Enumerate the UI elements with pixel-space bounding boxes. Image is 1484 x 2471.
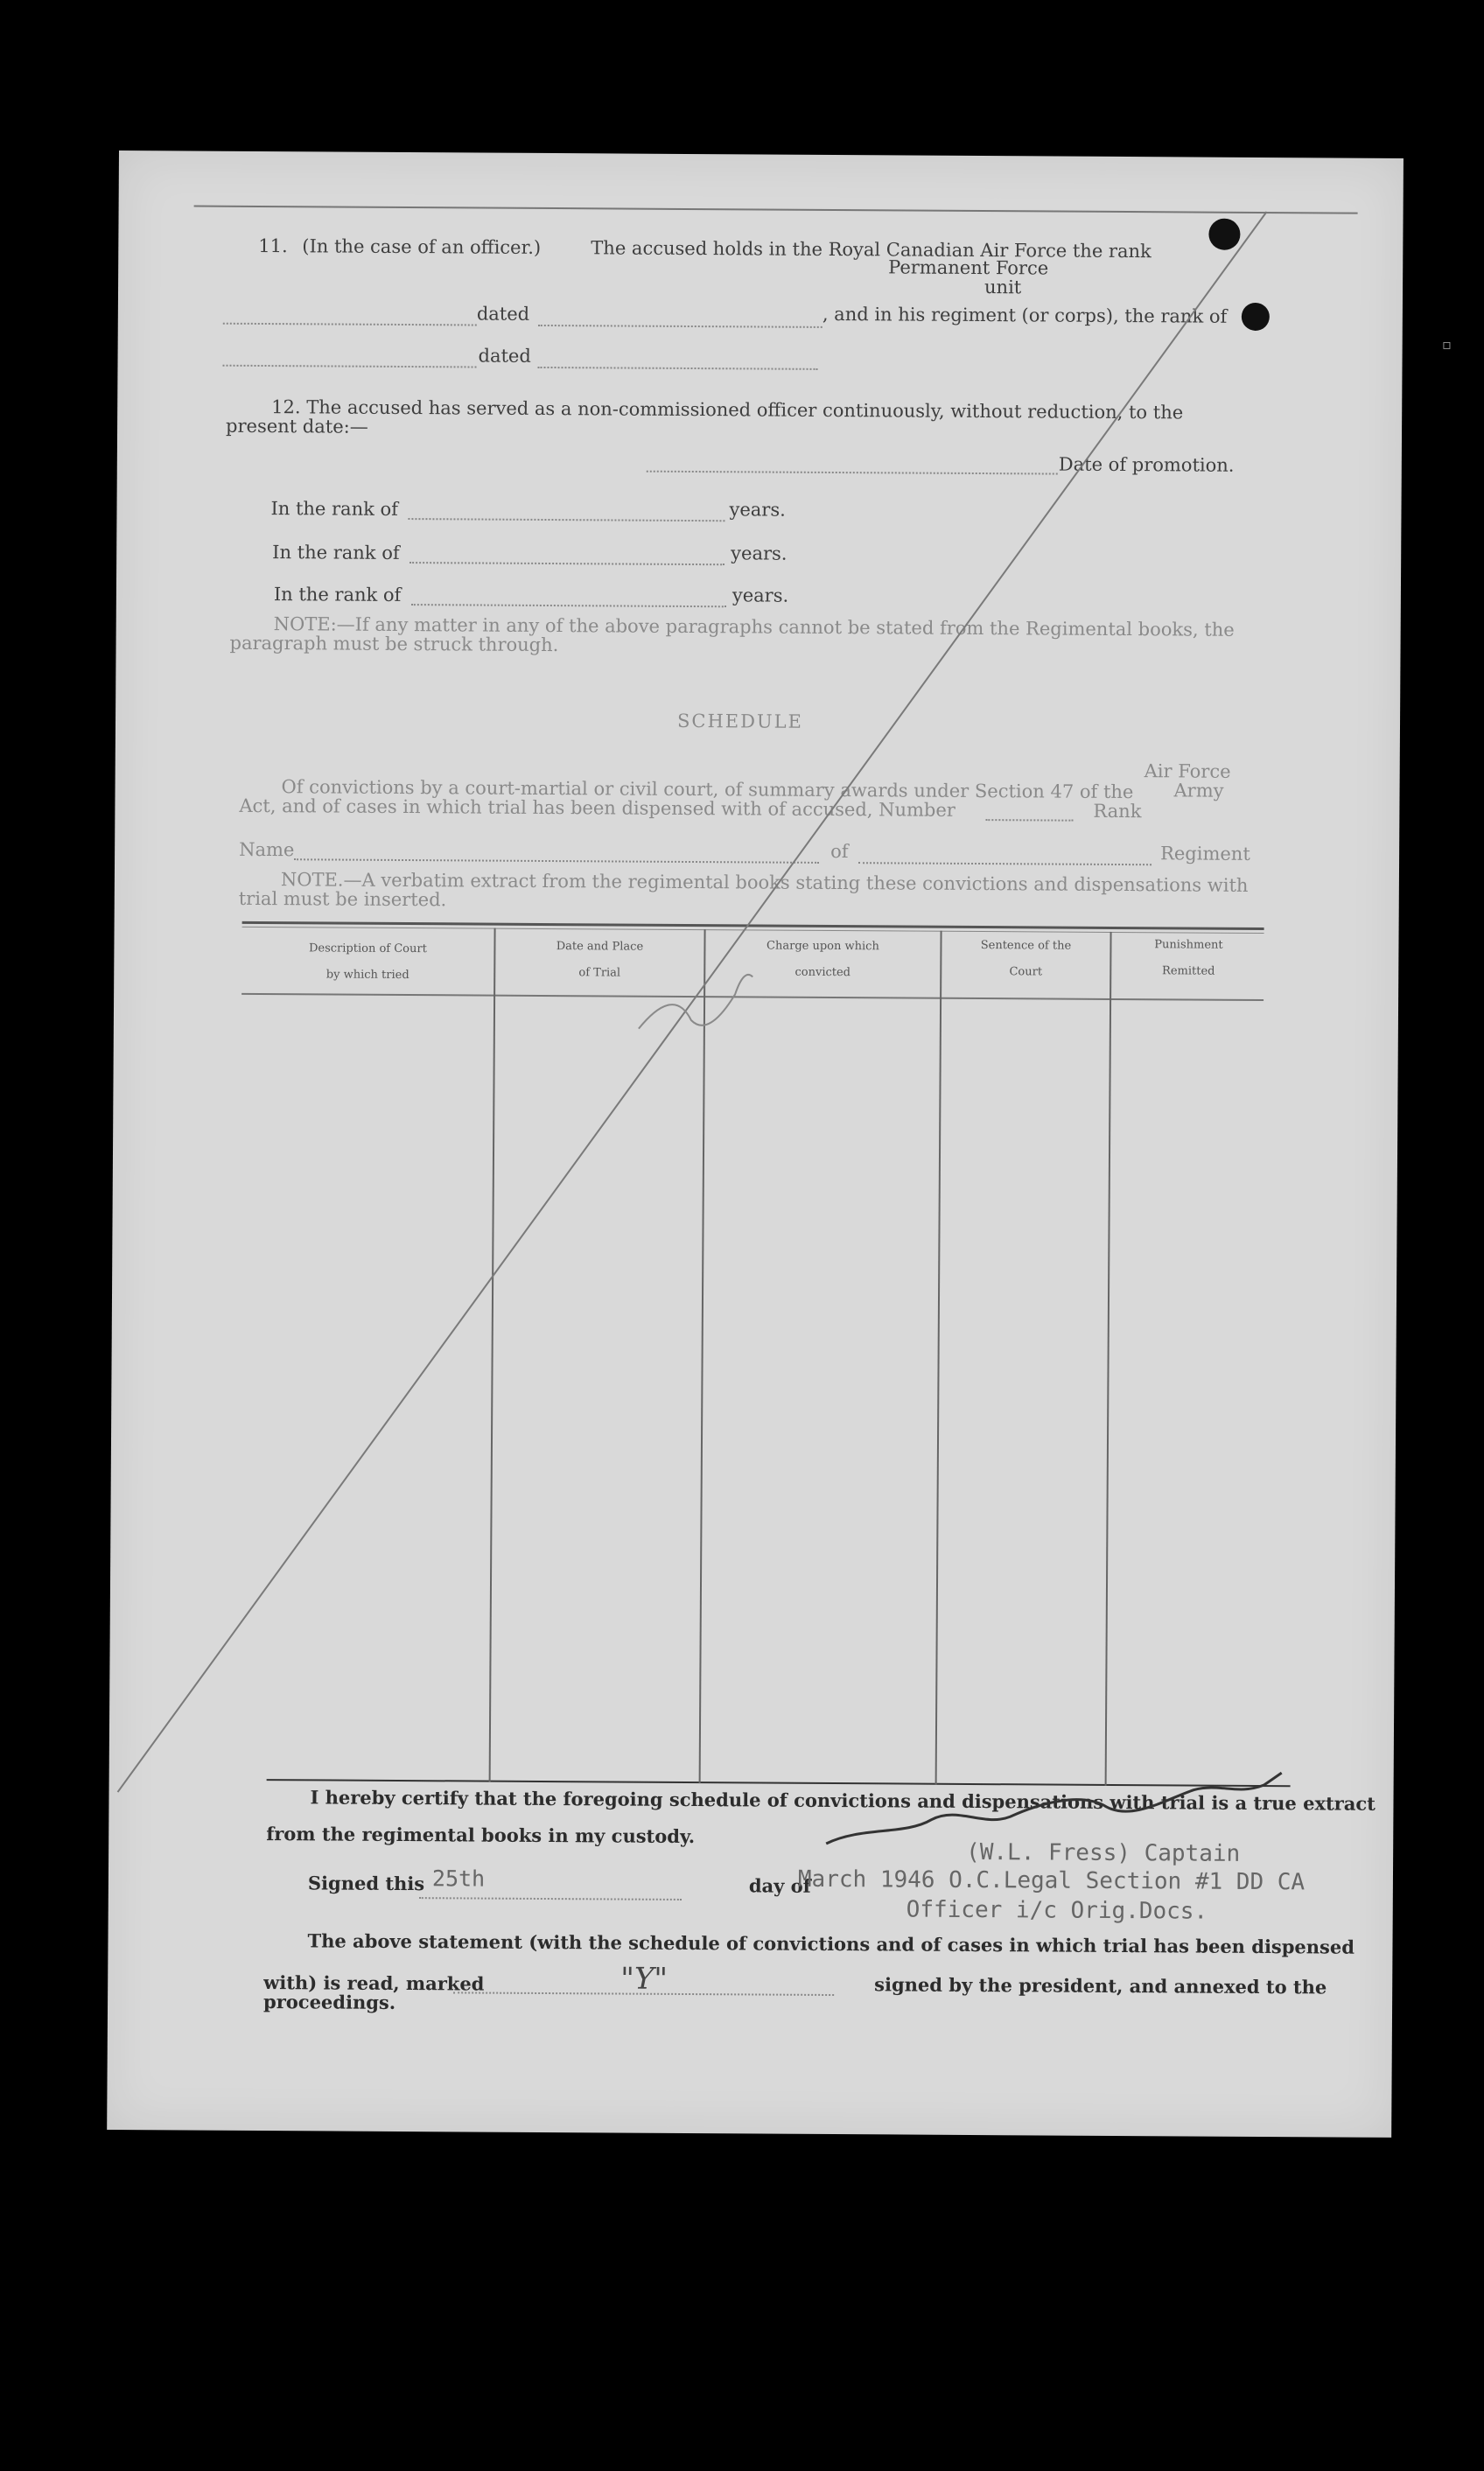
table-header-punishment: Punishment Remitted xyxy=(1154,938,1223,978)
regiment-rank-text: , and in his regiment (or corps), the rank of xyxy=(822,303,1228,327)
section11-number: 11. xyxy=(258,234,288,257)
schedule-title: SCHEDULE xyxy=(676,710,804,732)
section12-text: 12. The accused has served as a non-commissioned officer continuously, without reduction, to the xyxy=(271,396,1184,424)
date-of-promotion-label: Date of promotion. xyxy=(1058,453,1235,476)
certify-line1: I hereby certify that the foregoing schedule of convictions and dispensations with trial is a true extract xyxy=(310,1786,1376,1815)
rank-row-2-label: In the rank of xyxy=(272,542,400,564)
section11-text: The accused holds in the Royal Canadian Air Force the rank xyxy=(591,237,1152,262)
signature-typed-name: (W.L. Fress) Captain xyxy=(966,1838,1241,1867)
schedule-line1: Of convictions by a court-martial or civil court, of summary awards under Section 47 of the xyxy=(281,776,1134,803)
schedule-line2: Act, and of cases in which trial has been dispensed with of accused, Number xyxy=(239,794,956,821)
dated2-label: dated xyxy=(478,345,531,367)
of-label: of xyxy=(830,840,849,863)
table-header-court: Description of Court by which tried xyxy=(308,942,427,983)
dated1-label: dated xyxy=(476,303,530,325)
statement-with-read: with) is read, marked xyxy=(263,1971,485,1995)
strike-through-line xyxy=(107,150,1404,2138)
section12-note-line1: NOTE:—If any matter in any of the above paragraphs cannot be stated from the Regimental books, the xyxy=(273,613,1235,640)
day-value: 25th xyxy=(431,1866,486,1892)
name-label: Name xyxy=(239,838,295,861)
rank-label: Rank xyxy=(1093,800,1142,822)
rank-row-1-suffix: years. xyxy=(729,499,786,521)
schedule-note-line1: NOTE.—A verbatim extract from the regimental books stating these convictions and dispensations with xyxy=(280,869,1249,896)
typed-date-section: March 1946 O.C.Legal Section #1 DD CA xyxy=(797,1866,1306,1896)
air-force-label: Air Force xyxy=(1144,760,1231,782)
certify-line2: from the regimental books in my custody. xyxy=(266,1823,696,1848)
unit-label: unit xyxy=(984,276,1022,298)
section12-present-date: present date:— xyxy=(226,415,368,438)
typed-officer-title: Officer i/c Orig.Docs. xyxy=(906,1896,1208,1925)
punch-hole-top xyxy=(1208,219,1240,250)
table-header-charge: Charge upon which convicted xyxy=(766,939,879,980)
rank-row-3-suffix: years. xyxy=(732,584,789,606)
signed-by-president: signed by the president, and annexed to the xyxy=(874,1973,1327,1998)
army-label: Army xyxy=(1173,780,1224,802)
initial-scribble xyxy=(639,974,752,1029)
diagonal-strike xyxy=(118,205,1267,1799)
signed-this-label: Signed this xyxy=(307,1872,425,1895)
rank-row-3-label: In the rank of xyxy=(273,584,402,606)
permanent-force-label: Permanent Force xyxy=(888,256,1049,279)
rank-row-1-label: In the rank of xyxy=(270,498,399,520)
handwritten-signature xyxy=(826,1770,1282,1846)
statement-line1: The above statement (with the schedule of convictions and of cases in which trial has been dispensed xyxy=(307,1929,1355,1958)
day-of-label: day of xyxy=(748,1874,811,1897)
schedule-note-line2: trial must be inserted. xyxy=(238,887,447,911)
proceedings-label: proceedings. xyxy=(263,1991,396,2013)
document-page xyxy=(107,150,1404,2138)
regiment-label: Regiment xyxy=(1160,843,1250,864)
table-header-date-place: Date and Place of Trial xyxy=(556,940,644,980)
table-header-sentence: Sentence of the Court xyxy=(980,939,1072,979)
mark-value: "Y" xyxy=(620,1961,668,1997)
edge-mark: ▫ xyxy=(1442,336,1452,353)
section11-case: (In the case of an officer.) xyxy=(302,235,542,258)
punch-hole-lower xyxy=(1242,303,1270,331)
section12-note-line2: paragraph must be struck through. xyxy=(229,632,559,656)
rank-row-2-suffix: years. xyxy=(731,542,788,564)
